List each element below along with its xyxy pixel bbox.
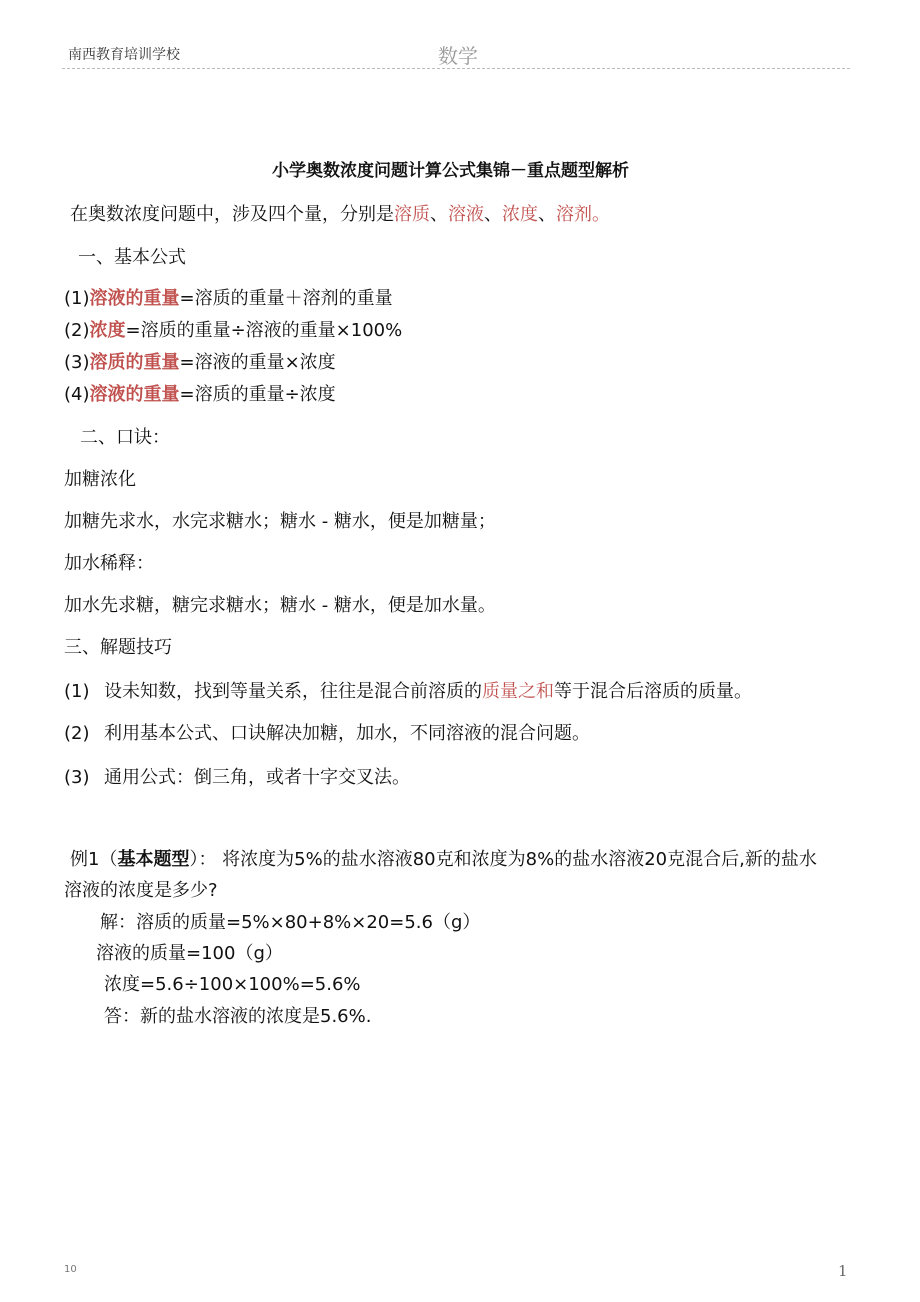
solution-line: 解：溶质的质量=5%×80+8%×20=5.6（g）: [100, 912, 481, 933]
mnemonic-line: 加糖先求水，水完求糖水；糖水 - 糖水，便是加糖量；: [64, 511, 496, 532]
intro-prefix: 在奥数浓度问题中，涉及四个量，分别是: [70, 204, 394, 225]
term-solvent: 溶剂。: [556, 204, 610, 225]
term-solution: 溶液: [448, 204, 484, 225]
tip-item: [64, 677, 752, 703]
solution-line: 浓度=5.6÷100×100%=5.6%: [104, 974, 361, 995]
formula-line: [64, 284, 393, 310]
intro-separator: 、: [430, 204, 448, 225]
formula-expression: =溶质的重量÷浓度: [179, 384, 336, 405]
section-heading-mnemonic: 二、口诀：: [80, 427, 170, 448]
tip-text: 利用基本公式、口诀解决加糖，加水，不同溶液的混合问题。: [104, 723, 590, 744]
tip-text: 设未知数，找到等量关系，往往是混合前溶质的: [104, 681, 482, 702]
tip-item: [64, 719, 590, 745]
formula-number: (3): [64, 352, 90, 373]
tip-text-tail: 等于混合后溶质的质量。: [554, 681, 752, 702]
tip-number: (2): [64, 723, 90, 744]
example-type: 基本题型: [117, 849, 190, 870]
header-school-name: 南西教育培训学校: [68, 47, 180, 63]
header-divider: [62, 68, 850, 69]
example-question: [70, 845, 817, 871]
formula-line: [64, 348, 336, 374]
example-label: 例1（: [70, 849, 118, 870]
section-heading-formulas: 一、基本公式: [78, 247, 186, 268]
formula-term: 浓度: [89, 320, 126, 341]
tip-number: (1): [64, 681, 90, 702]
intro-paragraph: [70, 200, 610, 226]
header-subject: 数学: [438, 44, 478, 68]
tip-item: [64, 763, 410, 789]
formula-number: (2): [64, 320, 90, 341]
answer-line: 答：新的盐水溶液的浓度是5.6%.: [104, 1006, 372, 1027]
solution-line: 溶液的质量=100（g）: [96, 943, 283, 964]
term-concentration: 浓度: [502, 204, 538, 225]
intro-separator: 、: [484, 204, 502, 225]
tip-highlight: 质量之和: [482, 681, 554, 702]
formula-number: (1): [64, 288, 90, 309]
section-heading-techniques: 三、解题技巧: [64, 637, 172, 658]
formula-number: (4): [64, 384, 90, 405]
mnemonic-line: 加水先求糖，糖完求糖水；糖水 - 糖水，便是加水量。: [64, 595, 496, 616]
mnemonic-line: 加糖浓化: [64, 469, 136, 490]
page-title: 小学奥数浓度问题计算公式集锦－重点题型解析: [272, 161, 629, 181]
mnemonic-line: 加水稀释：: [64, 553, 154, 574]
example-question-line2: 溶液的浓度是多少?: [64, 880, 218, 901]
formula-term: 溶液的重量: [89, 384, 180, 405]
tip-number: (3): [64, 767, 90, 788]
formula-term: 溶液的重量: [89, 288, 180, 309]
formula-expression: =溶质的重量＋溶剂的重量: [179, 288, 393, 309]
formula-expression: =溶液的重量×浓度: [179, 352, 336, 373]
formula-line: [64, 316, 402, 342]
page-number: 1: [838, 1262, 848, 1280]
term-solute: 溶质: [394, 204, 430, 225]
formula-expression: =溶质的重量÷溶液的重量×100%: [125, 320, 403, 341]
example-question-text: ）： 将浓度为5%的盐水溶液80克和浓度为8%的盐水溶液20克混合后,新的盐水: [189, 849, 817, 870]
formula-line: [64, 380, 336, 406]
intro-separator: 、: [538, 204, 556, 225]
tip-text: 通用公式：倒三角，或者十字交叉法。: [104, 767, 410, 788]
formula-term: 溶质的重量: [89, 352, 180, 373]
footer-mark: 10: [64, 1264, 77, 1275]
